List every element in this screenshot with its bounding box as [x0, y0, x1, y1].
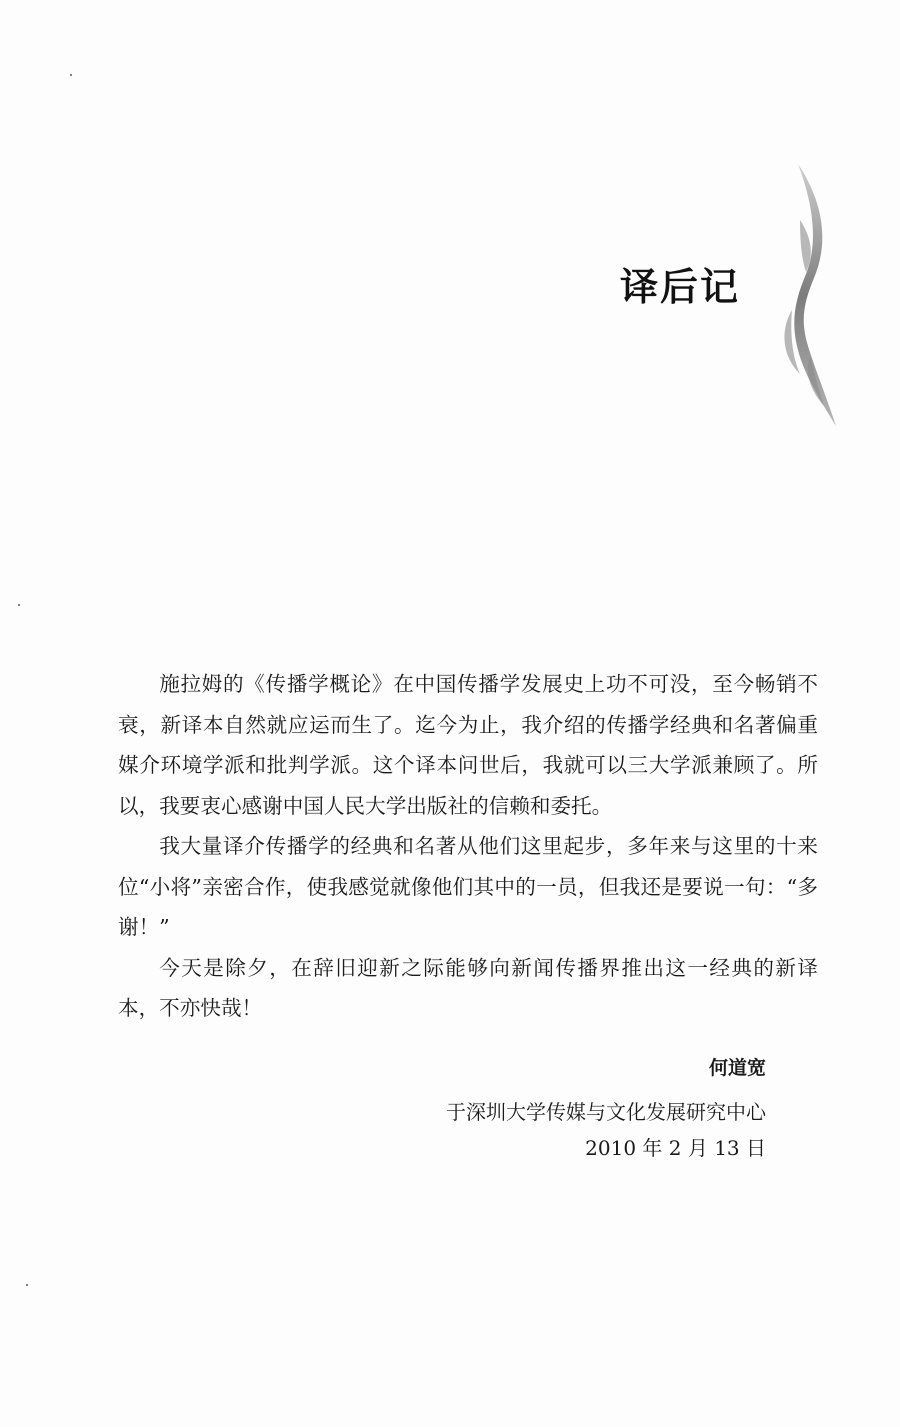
signature-name: 何道宽 — [708, 1057, 766, 1079]
signature-date: 2010 年 2 月 13 日 — [585, 1136, 766, 1160]
page-title: 译后记 — [620, 265, 741, 309]
paragraph-1: 施拉姆的《传播学概论》在中国传播学发展史上功不可没，至今畅销不衰，新译本自然就应运而生了。迄今为止，我介绍的传播学经典和名著偏重媒介环境学派和批判学派。这个译本问世后，我就可以三大学派兼顾了。所以，我要衷心感谢中国人民大学出版社的信赖和委托。 — [118, 672, 818, 818]
paragraph-2: 我大量译介传播学的经典和名著从他们这里起步，多年来与这里的十来位“小将”亲密合作，使我感觉就像他们其中的一员，但我还是要说一句：“多谢！” — [118, 834, 818, 939]
paragraph-3: 今天是除夕，在辞旧迎新之际能够向新闻传播界推出这一经典的新译本，不亦快哉！ — [118, 955, 818, 1020]
body-text — [118, 664, 818, 1029]
feather-swirl-ornament-icon — [770, 160, 840, 430]
scan-speck — [70, 74, 72, 76]
scan-speck — [26, 1284, 28, 1286]
signature-place: 于深圳大学传媒与文化发展研究中心 — [446, 1100, 766, 1124]
signature-block — [400, 1053, 766, 1163]
scan-speck — [18, 604, 20, 606]
